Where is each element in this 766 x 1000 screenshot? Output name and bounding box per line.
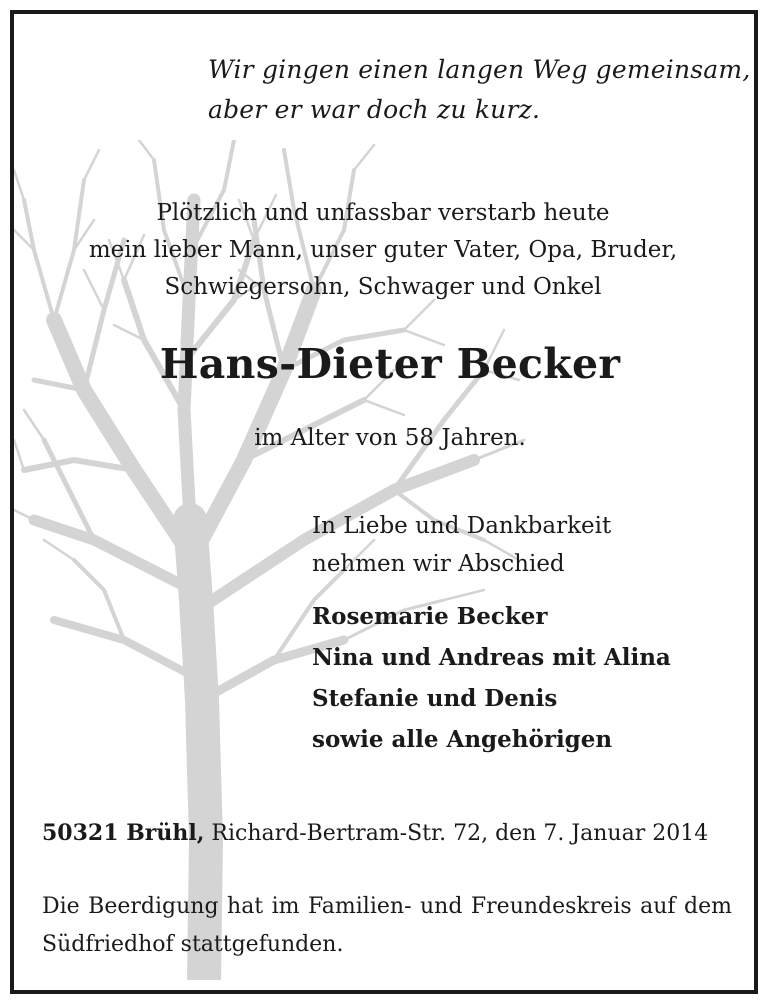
address-line — [42, 820, 708, 846]
motto-line-2: aber er war doch zu kurz. — [208, 95, 541, 124]
mourner-item: Stefanie und Denis — [312, 685, 558, 712]
farewell-text — [312, 507, 611, 583]
announcement-text — [0, 195, 766, 306]
intro-line-2: mein lieber Mann, unser guter Vater, Opa, Bruder, — [88, 237, 678, 263]
address-city: 50321 Brühl, — [42, 820, 205, 846]
motto-line-1: Wir gingen einen langen Weg gemeinsam, — [208, 55, 751, 84]
intro-line-1: Plötzlich und unfassbar verstarb heute — [156, 200, 610, 226]
mourner-item: sowie alle Angehörigen — [312, 726, 613, 753]
age-text: im Alter von 58 Jahren. — [254, 425, 526, 451]
address-details: Richard-Bertram-Str. 72, den 7. Januar 2014 — [211, 821, 709, 846]
mourners-list — [312, 596, 671, 760]
funeral-note: Die Beerdigung hat im Familien- und Freundeskreis auf dem Südfriedhof stattgefunden. — [42, 894, 732, 957]
mourner-item: Rosemarie Becker — [312, 603, 548, 630]
intro-line-3: Schwiegersohn, Schwager und Onkel — [164, 274, 602, 300]
farewell-line-2: nehmen wir Abschied — [312, 551, 565, 577]
deceased-name: Hans-Dieter Becker — [159, 340, 621, 388]
mourner-item: Nina und Andreas mit Alina — [312, 644, 671, 671]
motto-quote — [208, 50, 750, 130]
farewell-line-1: In Liebe und Dankbarkeit — [312, 513, 612, 539]
